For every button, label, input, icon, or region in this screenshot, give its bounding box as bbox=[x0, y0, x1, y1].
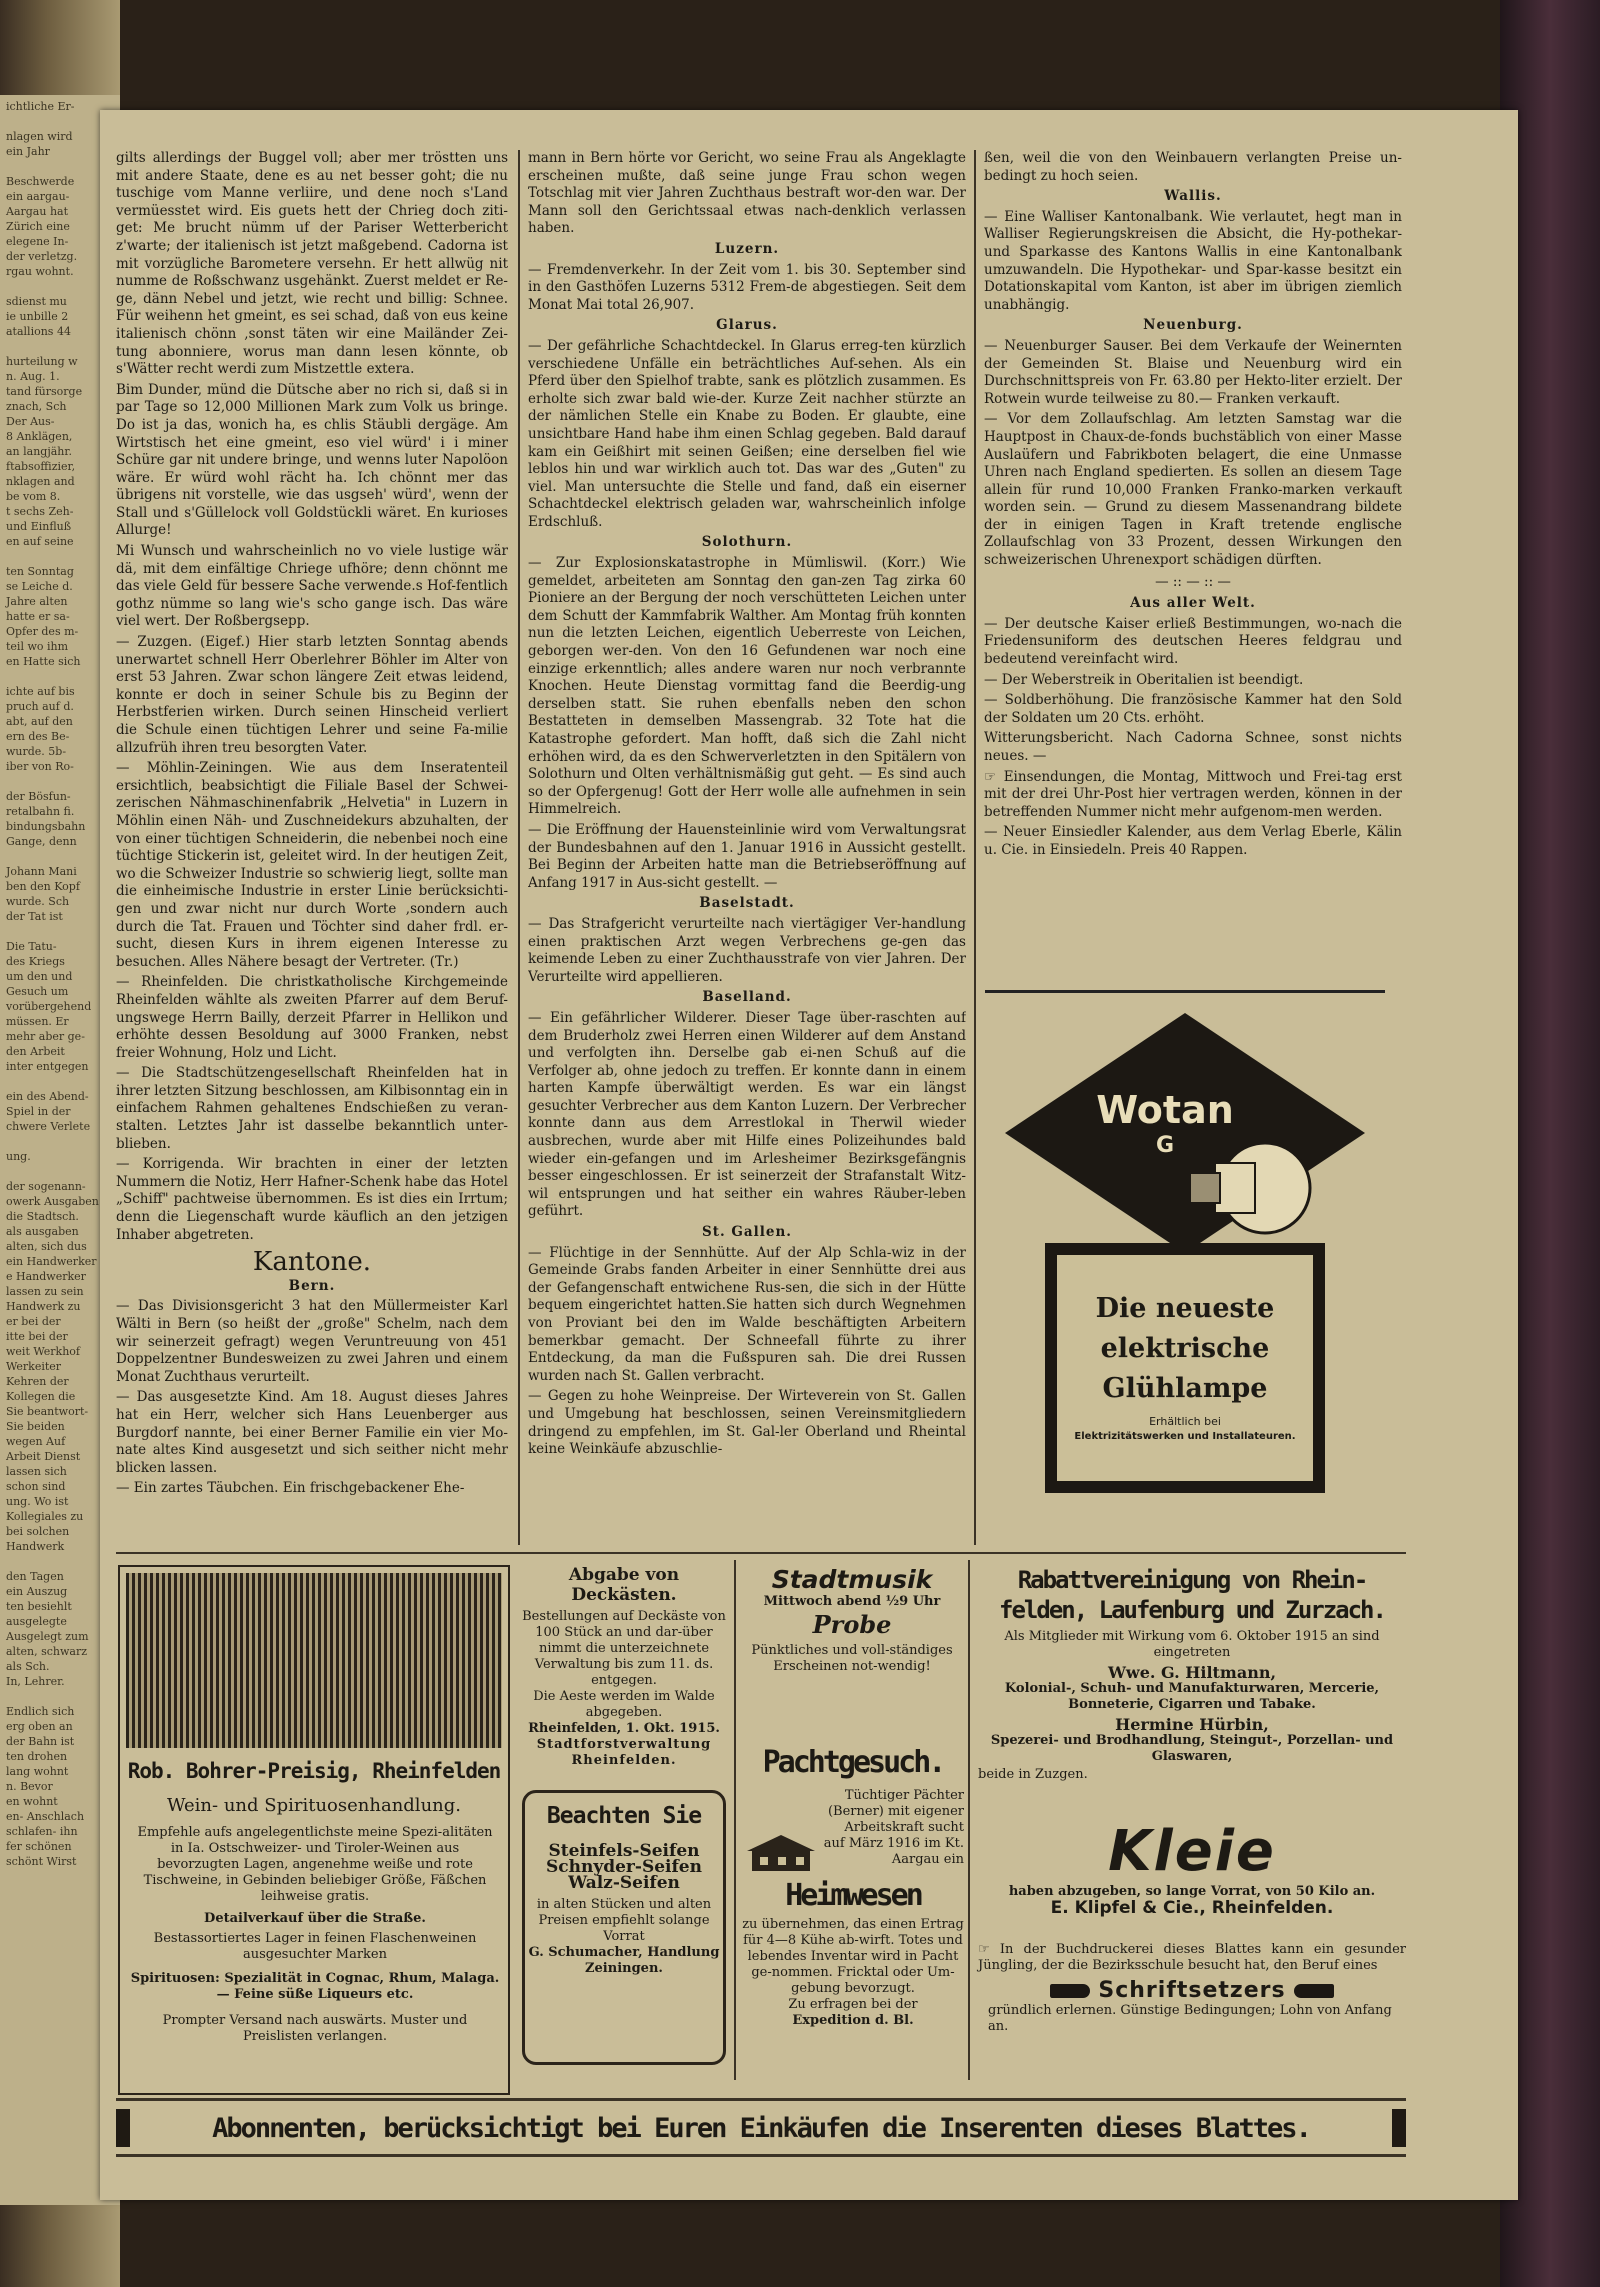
left-page-line: Kollegiales zu bbox=[6, 1510, 84, 1523]
deckaesten-ad bbox=[520, 1565, 728, 1780]
left-page-line: ichte auf bis bbox=[6, 685, 75, 698]
pacht-sign: Expedition d. Bl. bbox=[792, 2013, 914, 2028]
left-page-line: Handwerk zu bbox=[6, 1300, 81, 1313]
article-paragraph: ßen, weil die von den Weinbauern verlangten Preise un-bedingt zu hoch seien. bbox=[984, 150, 1402, 184]
stadtmusik-ad bbox=[742, 1565, 962, 1740]
article-paragraph: — Der deutsche Kaiser erließ Bestimmungen, wo-nach die Friedensuniform des deutschen Heeres feldgrau und bedeutend vereinfacht wird. bbox=[984, 615, 1402, 668]
footer-bar-right bbox=[1392, 2109, 1406, 2147]
article-paragraph: Witterungsbericht. Nach Cadorna Schnee, sonst nichts neues. — bbox=[984, 730, 1402, 764]
left-page-line: hatte er sa- bbox=[6, 610, 70, 623]
seifen-line-2: Schnyder-Seifen bbox=[546, 1857, 702, 1877]
hand-pointer-icon bbox=[1050, 1984, 1090, 1998]
deckaesten-body: Bestellungen auf Deckäste von 100 Stück an und dar-über nimmt die unterzeichnete Verwaltung bis zum 11. ds. entgegen. bbox=[522, 1609, 726, 1688]
left-page-line: nlagen wird bbox=[6, 130, 73, 143]
left-page-line: ern des Be- bbox=[6, 730, 70, 743]
left-page-line: ftabsoffizier, bbox=[6, 460, 76, 473]
bohrer-text-1: Empfehle aufs angelegentlichste meine Spezi-alitäten in Ia. Ostschweizer- und Tiroler-Weinen aus bevorzugten Lagen, angenehme weiße und rote Tischweine, in Gebinden beliebiger Größe, Fäßchen leihweise gratis. bbox=[137, 1825, 493, 1904]
stadtmusik-line: Mittwoch abend ½9 Uhr bbox=[763, 1594, 941, 1609]
column-2 bbox=[528, 150, 966, 1545]
article-paragraph: — Möhlin-Zeiningen. Wie aus dem Inseratenteil ersichtlich, beabsichtigt die Filiale Basel der Schwei-zerischen Nähmaschinenfabrik „Helvetia" in Luzern in Möhlin einen Näh- und Zuschneidekurs abzuhalten, der von einer tüchtigen Schneiderin, die nebenbei noch eine tüchtige Stickerin ist, geleitet wird. In der heutigen Zeit, wo die Schweizer Industrie so schwierig liegt, sollte man die einheimische Industrie in erster Linie berücksichti-gen und zwar nicht nur durch Worte ,sondern auch durch die Tat. Frauen und Töchter sind daher frdl. er-sucht, diesen Kurs in ihrem eigenen Interesse zu besuchen. Alles Nähere besagt der Vertreter. (Tr.) bbox=[116, 760, 508, 970]
left-page-line: Handwerk bbox=[6, 1540, 65, 1553]
wotan-headline-3: Glühlampe bbox=[1102, 1373, 1268, 1404]
left-page-line: ausgelegte bbox=[6, 1615, 67, 1628]
left-page-line: atallions 44 bbox=[6, 325, 71, 338]
left-page-line: schönt Wirst bbox=[6, 1855, 77, 1868]
article-paragraph: — Das Divisionsgericht 3 hat den Müllermeister Karl Wälti in Bern (so heißt der „große" Schelm, nach dem wir seinerzeit gefragt) wegen Veruntreuung von 451 Doppelzentner Bundesweizen zu zwei Jahren und einem Monat Zuchthaus verurteilt. bbox=[116, 1298, 508, 1385]
section-heading: Kantone. bbox=[252, 1247, 372, 1278]
left-page-line: Jahre alten bbox=[6, 595, 68, 608]
article-paragraph: — Der gefährliche Schachtdeckel. In Glarus erreg-ten kürzlich verschiedene Unfälle ein beträchtliches Auf-sehen. Als ein Pferd über den Spielhof trabte, sank es plötzlich zusammen. Es erholte sich zwar bald wie-der. Kurze Zeit nachher stürzte an der nämlichen Stelle ein Knabe zu Boden. Er glaubte, eine unsichtbare Hand habe ihm einen Schlag gegeben. Bald darauf kam ein Geißhirt mit seinen Geißen; eine derselben fiel wie leblos hin und war wirklich auch tot. Das war des „Guten" zu viel. Man untersuchte die Stelle und fand, daß ein eiserner Schachtdeckel elektrisch geladen war, wahrscheinlich infolge Erdschluß. bbox=[528, 337, 966, 530]
left-page-line: fer schönen bbox=[6, 1840, 72, 1853]
article-paragraph: — Zur Explosionskatastrophe in Mümliswil. (Korr.) Wie gemeldet, arbeiteten am Sonntag den gan-zen Tag zirka 60 Pioniere an der Bergung der noch verschütteten Leichen unter dem Schutt der Kammfabrik Walther. Am Montag früh konnten nun die letzten Leichen, eigentlich Ueberreste von Leichen, geborgen wer-den. Von den 16 Gefundenen war noch eine einzige erkenntlich; alles andere waren nur noch verbrannte Knochen. Heute Dienstag vormittag fand die Beerdig-ung derselben statt. Sie ruhen ebenfalls neben den schon Bestatteten in demselben Massengrab. 32 Tote hat die Katastrophe gefordert. Man hofft, daß sich die Zahl nicht erhöhen wird, da es den Schwerverletzten in den Spitälern von Solothurn und Olten verhältnismäßig gut geht. — Es sind auch so der Opfergenug! Gott der Herr wolle alle aufnehmen in sein Himmelreich. bbox=[528, 555, 966, 818]
left-page-line: In, Lehrer. bbox=[6, 1675, 65, 1688]
rabatt-member-2-desc: Spezerei- und Brodhandlung, Steingut-, Porzellan- und Glaswaren, bbox=[990, 1733, 1394, 1764]
article-paragraph: — Neuer Einsiedler Kalender, aus dem Verlag Eberle, Kälin u. Cie. in Einsiedeln. Preis 40 Rappen. bbox=[984, 824, 1402, 858]
article-paragraph: — Die Stadtschützengesellschaft Rheinfelden hat in ihrer letzten Sitzung beschlossen, am Kilbisonntag ein in einfachem Rahmen gehaltenes Endschießen zu veran-stalten. Letztes Jahr ist dasselbe bekanntlich unter-blieben. bbox=[116, 1065, 508, 1152]
left-page-line: ie unbille 2 bbox=[6, 310, 69, 323]
left-page-line: znach, Sch bbox=[6, 400, 67, 413]
left-page-line: schlafen- ihn bbox=[6, 1825, 78, 1838]
left-page-line: Ausgelegt zum bbox=[6, 1630, 89, 1643]
hand-pointer-icon bbox=[1294, 1984, 1334, 1998]
left-page-line: Sie beiden bbox=[6, 1420, 65, 1433]
column-rule-2 bbox=[974, 150, 976, 1545]
pacht-title: Pachtgesuch. bbox=[762, 1745, 944, 1780]
stadtmusik-probe: Probe bbox=[812, 1610, 892, 1639]
article-paragraph: — Der Weberstreik in Oberitalien ist beendigt. bbox=[984, 671, 1304, 688]
left-page-line: als Sch. bbox=[6, 1660, 50, 1673]
left-page-line: schon sind bbox=[6, 1480, 66, 1493]
left-page-line: lang wohnt bbox=[6, 1765, 69, 1778]
left-page-line: mehr aber ge- bbox=[6, 1030, 85, 1043]
stadtmusik-body: Pünktliches und voll-ständiges Erscheinen not-wendig! bbox=[751, 1643, 953, 1674]
left-page-line: en auf seine bbox=[6, 535, 74, 548]
article-paragraph: — Das ausgesetzte Kind. Am 18. August dieses Jahres hat ein Herr, welcher sich Hans Leuenberger aus Burgdorf nannte, bei einer Berner Familie ein vier Mo-nate altes Kind ausgesetzt und sich seither nicht mehr blicken lassen. bbox=[116, 1389, 508, 1476]
left-page-line: lassen zu sein bbox=[6, 1285, 84, 1298]
kleie-ad bbox=[978, 1820, 1406, 1930]
left-page-line: elegene In- bbox=[6, 235, 69, 248]
left-page-line: Arbeit Dienst bbox=[6, 1450, 81, 1463]
wotan-ad bbox=[985, 990, 1385, 1513]
left-page-line: wegen Auf bbox=[6, 1435, 66, 1448]
left-page-line: die Stadtsch. bbox=[6, 1210, 79, 1223]
article-paragraph: ☞ Einsendungen, die Montag, Mittwoch und Frei-tag erst mit der drei Uhr-Post hier vertragen werden, können in der betreffenden Nummer nicht mehr aufgenom-men werden. bbox=[984, 768, 1402, 820]
left-page-line: ten drohen bbox=[6, 1750, 68, 1763]
bohrer-name: Rob. Bohrer-Preisig, Rheinfelden bbox=[127, 1759, 501, 1783]
section-heading: Baselstadt. bbox=[699, 895, 795, 912]
article-paragraph: — Rheinfelden. Die christkatholische Kirchgemeinde Rheinfelden wählte als zweiten Pfarrer auf dem Beruf-ungswege Herrn Bailly, derzeit Pfarrer in Hellikon und erhöhte dessen Besoldung auf 3000 Franken, nebst freier Wohnung, Holz und Licht. bbox=[116, 974, 508, 1061]
wotan-small-2: Elektrizitätswerken und Installateuren. bbox=[1074, 1431, 1296, 1442]
left-page-line: Gesuch um bbox=[6, 985, 69, 998]
article-paragraph: mann in Bern hörte vor Gericht, wo seine Frau als Angeklagte erscheinen mußte, daß seine junge Frau schon wegen Totschlag mit vier Jahren Zuchthaus bestraft wor-den war. Der Mann soll den Gerichtssaal etwas nach-denklich verlassen haben. bbox=[528, 150, 966, 237]
left-page-line: bindungsbahn bbox=[6, 820, 86, 833]
article-paragraph: — Korrigenda. Wir brachten in einer der letzten Nummern die Notiz, Herr Hafner-Schenk habe das Hotel „Schiff" pachtweise übernommen. Es ist dies ein Irrtum; denn die Liegenschaft wurde käuflich an den jetzigen Inhaber abgetreten. bbox=[116, 1156, 508, 1243]
article-paragraph: — Soldberhöhung. Die französische Kammer hat den Sold der Soldaten um 20 Cts. erhöht. bbox=[984, 692, 1402, 726]
wotan-brand: Wotan bbox=[1096, 1088, 1234, 1132]
article-paragraph: — Ein zartes Täubchen. Ein frischgebackener Ehe- bbox=[116, 1480, 465, 1497]
pacht-body-2: zu übernehmen, das einen Ertrag für 4—8 Kühe ab-wirft. Totes und lebendes Inventar wird in Pacht ge-nommen. Fricktal oder Um-gebung bevorzugt. bbox=[742, 1917, 964, 1996]
kleie-body: haben abzugeben, so lange Vorrat, von 50 Kilo an. bbox=[1008, 1884, 1376, 1899]
seifen-sign-2: Zeiningen. bbox=[585, 1961, 663, 1976]
section-heading: Bern. bbox=[288, 1277, 336, 1294]
bohrer-sub: Wein- und Spirituosenhandlung. bbox=[166, 1795, 461, 1816]
wotan-small-1: Erhältlich bei bbox=[1149, 1415, 1221, 1428]
setzer-body: ☞ In der Buchdruckerei dieses Blattes kann ein gesunder Jüngling, der die Bezirksschule besucht hat, den Beruf eines bbox=[978, 1942, 1406, 1973]
left-page-line: 8 Anklägen, bbox=[6, 430, 73, 443]
bohrer-ad bbox=[118, 1565, 510, 2095]
left-page-line: sdienst mu bbox=[6, 295, 67, 308]
left-page-line: ten Sonntag bbox=[6, 565, 74, 578]
seifen-body: in alten Stücken und alten Preisen empfiehlt solange Vorrat bbox=[536, 1897, 712, 1944]
article-paragraph: — Vor dem Zollaufschlag. Am letzten Samstag war die Hauptpost in Chaux-de-fonds buchstäblich von einer Masse Auslaüfern und Fabrikboten belagert, die eine Unmasse Uhren nach England spedierten. Es sollen an diesem Tage allein für rund 10,000 Franken Franko-marken verkauft worden sein. — Grund zu diesem Massenandrang bildete der in einigen Tagen in Kraft tretende englische Zollaufschlag von 33 Prozent, dessen Wirkungen den schweizerischen Uhrenexport schädigen dürften. bbox=[984, 411, 1402, 569]
article-paragraph: — Gegen zu hohe Weinpreise. Der Wirteverein von St. Gallen und Umgebung hat beschlossen, seinen Vereinsmitgliedern dringend zu empfehlen, im St. Gal-ler Oberland und Rheintal keine Weinkäufe abzuschlie- bbox=[528, 1388, 966, 1458]
left-page-line: Kehren der bbox=[6, 1375, 69, 1388]
left-page-line: retalbahn fi. bbox=[6, 805, 75, 818]
left-page-line: ein Handwerker bbox=[6, 1255, 97, 1268]
left-page-line: bei solchen bbox=[6, 1525, 70, 1538]
article-paragraph: — Neuenburger Sauser. Bei dem Verkaufe der Weinernten der Gemeinden St. Blaise und Neuenburg wird ein Durchschnittspreis von Fr. 63.80 per Hekto-liter erzielt. Der Rotwein wurde teilweise zu 80.— Franken verkauft. bbox=[984, 337, 1402, 407]
article-paragraph: — Das Strafgericht verurteilte nach viertägiger Ver-handlung einen praktischen Arzt wegen Verbrechens ge-gen das keimende Leben zu einer Zuchthausstrafe von vier Jahren. Der Verurteilte wird appellieren. bbox=[528, 915, 966, 985]
ads-rule-2 bbox=[968, 1560, 970, 2080]
ads-rule-1 bbox=[734, 1560, 736, 2080]
section-heading: Wallis. bbox=[1164, 188, 1222, 205]
wotan-sub: G bbox=[1155, 1133, 1175, 1158]
footer-bar-left bbox=[116, 2109, 130, 2147]
left-page-line: be vom 8. bbox=[6, 490, 61, 503]
left-page-line: teil wo ihm bbox=[6, 640, 69, 653]
left-page-line: owerk Ausgaben bbox=[6, 1195, 99, 1208]
left-page-line: en wohnt bbox=[6, 1795, 58, 1808]
section-heading: Luzern. bbox=[714, 240, 780, 257]
footer-rule-top bbox=[116, 2098, 1406, 2101]
rabatt-member-2: Hermine Hürbin, bbox=[1115, 1715, 1269, 1734]
left-page-line: pruch auf d. bbox=[6, 700, 74, 713]
left-page-line: Beschwerde bbox=[6, 175, 75, 188]
deckaesten-body-2: Die Aeste werden im Walde abgegeben. bbox=[533, 1689, 715, 1720]
left-page-line: e Handwerker bbox=[6, 1270, 86, 1283]
article-paragraph: gilts allerdings der Buggel voll; aber mer tröstten uns mit andere Staate, dene es au net besser goht; die nu tuschige vom Manne verliire, und dene noch s'Land vermüesstet wird. Eis guets hett der Chrieg doch ziti-get: Me brucht nümm uf der Pariser Wetterbericht z'warte; der italienisch ist jetzt maßgebend. Cadorna ist mit vorzügliche Barometere versehn. Er hett allwüg nit numme de Roßschwanz usgehänkt. Zuerst meldet er Re-ge, dänn Nebel und jetzt, wie recht und billig: Schnee. Für weihenn het gmeint, es sei schad, daß von eus keine italienisch chönn ,sonst täten wir eine Mailänder Zei-tung abonniere, worus man dann lesen könnte, ob s'Wätter recht werdi zum Mistzettle extera. bbox=[116, 150, 508, 378]
left-page-line: lassen sich bbox=[6, 1465, 67, 1478]
rabatt-member-1: Wwe. G. Hiltmann, bbox=[1107, 1663, 1277, 1682]
article-paragraph: — Zuzgen. (Eigef.) Hier starb letzten Sonntag abends unerwartet schnell Herr Oberlehrer Böhler im Alter von erst 53 Jahren. Zwar schon längere Zeit etwas leidend, konnte er doch in seiner Schule bis zu Beginn der Herbstferien wirken. Durch seinen Hinscheid verliert die Schule einen tüchtigen Lehrer und seine Fa-milie allzufrüh ihren treu besorgten Vater. bbox=[116, 634, 508, 756]
left-page-line: ben den Kopf bbox=[6, 880, 80, 893]
left-page-line: Gange, denn bbox=[6, 835, 77, 848]
left-page-line: vorübergehend bbox=[6, 1000, 92, 1013]
left-page-line: und Einfluß bbox=[6, 520, 72, 533]
section-heading: Glarus. bbox=[716, 317, 778, 334]
left-page-line: als ausgaben bbox=[6, 1225, 79, 1238]
left-page-line: müssen. Er bbox=[6, 1015, 69, 1028]
left-page-line: ung. bbox=[6, 1150, 31, 1163]
left-page-line: n. Aug. 1. bbox=[6, 370, 60, 383]
article-paragraph: Mi Wunsch und wahrscheinlich no vo viele lustige wär dä, mit dem einfältige Chriege ufhöre; denn chönnt me das viele Geld für bessere Sache verwende.s Hof-fentlich gothz nümme so lang wie's scho gange isch. Das wäre viel wert. Der Roßbergsepp. bbox=[116, 543, 508, 630]
rabatt-place: beide in Zuzgen. bbox=[978, 1767, 1088, 1782]
left-page-line: der sogenann- bbox=[6, 1180, 86, 1193]
left-page-line: erg oben an bbox=[6, 1720, 73, 1733]
rabatt-member-1-desc: Kolonial-, Schuh- und Manufakturwaren, Mercerie, Bonneterie, Cigarren und Tabake. bbox=[1004, 1681, 1380, 1712]
seifen-line-3: Walz-Seifen bbox=[568, 1873, 680, 1893]
wine-cellar-illustration bbox=[126, 1573, 502, 1748]
left-page-line: n. Bevor bbox=[6, 1780, 53, 1793]
left-page-line: Aargau hat bbox=[6, 205, 69, 218]
left-page-line: ung. Wo ist bbox=[6, 1495, 69, 1508]
left-page-line: um den und bbox=[6, 970, 73, 983]
column-3 bbox=[984, 150, 1402, 980]
left-page-line: Zürich eine bbox=[6, 220, 70, 233]
wotan-headline-1: Die neueste bbox=[1095, 1293, 1275, 1324]
left-page-line: abt, auf den bbox=[6, 715, 73, 728]
left-page-line: hurteilung w bbox=[6, 355, 78, 368]
left-page-line: chwere Verlete bbox=[6, 1120, 91, 1133]
article-paragraph: — Ein gefährlicher Wilderer. Dieser Tage über-raschten auf dem Bruderholz zwei Herren einen Wilderer auf dem Anstand und verfolgten ihn. Derselbe gab ei-nen Schuß auf die Verfolger ab, ohne jedoch zu treffen. Er konnte dann in einem harten Kampfe überwältigt werden. Es war ein längst gesuchter Verbrecher aus dem Kanton Luzern. Der Verbrecher konnte dann aus dem Arrestlokal in Therwil wieder ausbrechen, wurde aber mit Hilfe eines Polizeihundes bald wieder ein-gefangen und im Arlesheimer Bezirksgefängnis besser eingeschlossen. Er ist seinerzeit der Strafanstalt Witz-wil entsprungen und hat seither ein wahres Räuber-leben geführt. bbox=[528, 1009, 966, 1220]
seifen-line-1: Steinfels-Seifen bbox=[548, 1841, 700, 1861]
left-page-line: Kollegen die bbox=[6, 1390, 76, 1403]
left-page-line: der verletzg. bbox=[6, 250, 78, 263]
section-heading: Solothurn. bbox=[701, 534, 793, 551]
seifen-ad bbox=[522, 1790, 726, 2065]
bohrer-text-5: Prompter Versand nach auswärts. Muster und Preislisten verlangen. bbox=[162, 2013, 468, 2044]
section-heading: St. Gallen. bbox=[701, 1224, 793, 1241]
left-page-line: t sechs Zeh- bbox=[6, 505, 74, 518]
kleie-title: Kleie bbox=[1108, 1819, 1276, 1884]
pacht-body: Tüchtiger Pächter (Berner) mit eigener Arbeitskraft sucht auf März 1916 im Kt. Aargau ein bbox=[823, 1788, 964, 1867]
bohrer-text-3: Bestassortiertes Lager in feinen Flaschenweinen ausgesuchter Marken bbox=[153, 1931, 477, 1962]
left-page-line: itte bei der bbox=[6, 1330, 68, 1343]
article-paragraph: — Die Eröffnung der Hauensteinlinie wird vom Verwaltungsrat der Bundesbahnen auf den 1. Januar 1916 in Aussicht gestellt. Bei Beginn der Arbeiten hatte man die Betriebseröffnung auf Anfang 1917 in Aus-sicht gestellt. — bbox=[528, 821, 966, 891]
left-page-line: der Bahn ist bbox=[6, 1735, 75, 1748]
setzer-big: Schriftsetzers bbox=[1098, 1978, 1286, 2003]
left-page-line: ten besiehlt bbox=[6, 1600, 72, 1613]
left-page-line: alten, sich dus bbox=[6, 1240, 87, 1253]
left-page-line: Sie beantwort- bbox=[6, 1405, 89, 1418]
left-page-line: an langjähr. bbox=[6, 445, 72, 458]
left-page-line: Johann Mani bbox=[6, 865, 77, 878]
deckaesten-sign-2: Rheinfelden. bbox=[571, 1753, 677, 1768]
left-page-line: ichtliche Er- bbox=[6, 100, 75, 113]
section-heading: Baselland. bbox=[702, 989, 792, 1006]
farmhouse-illustration bbox=[742, 1833, 820, 1873]
rabatt-ad bbox=[978, 1565, 1406, 1815]
deckaesten-title: Abgabe von Deckästen. bbox=[568, 1565, 680, 1605]
left-page-line: Der Aus- bbox=[6, 415, 55, 428]
left-page-line: er bei der bbox=[6, 1315, 61, 1328]
setzer-ad bbox=[978, 1942, 1406, 2082]
left-page-line: den Arbeit bbox=[6, 1045, 65, 1058]
left-page-line: wurde. 5b- bbox=[6, 745, 67, 758]
left-page-line: Werkeiter bbox=[6, 1360, 62, 1373]
footer-banner bbox=[116, 2104, 1406, 2152]
bohrer-text-4: Spirituosen: Spezialität in Cognac, Rhum, Malaga. — Feine süße Liqueurs etc. bbox=[130, 1971, 500, 2002]
article-paragraph: — Fremdenverkehr. In der Zeit vom 1. bis 30. September sind in den Gasthöfen Luzerns 5312 Frem-de abgestiegen. Seit dem Monat Mai total 26,907. bbox=[528, 261, 966, 313]
left-page-line: der Bösfun- bbox=[6, 790, 71, 803]
kleie-sign: E. Klipfel & Cie., Rheinfelden. bbox=[1050, 1898, 1334, 1918]
left-page-line: en- Anschlach bbox=[6, 1810, 85, 1823]
seifen-sign-1: G. Schumacher, Handlung bbox=[528, 1945, 720, 1960]
left-page-line: der Tat ist bbox=[6, 910, 63, 923]
article-paragraph: Bim Dunder, münd die Dütsche aber no rich si, daß si in par Tage so 12,000 Millionen Mark zum Volk us bringe. Do ist ja das, wonich ha, es chlis Stäubli dergäge. Am Wirtstisch het eine gmeint, eso viel würd' i i miner Schüre gar nit undere bringe, und wenns luter Napolöon wäre. Er würd wohl rächt ha. Ich chönnt mer das übrigens nit vorstelle, wie das usgseh' würd', wenn der Stall und s'Güllelock voll Goldstückli wäret. En kurioses Allurge! bbox=[116, 381, 508, 539]
rabatt-title: Rabattvereinigung von Rhein-felden, Laufenburg und Zurzach. bbox=[999, 1566, 1385, 1624]
left-page-line: en Hatte sich bbox=[6, 655, 81, 668]
left-page-line: ein aargau- bbox=[6, 190, 70, 203]
left-page-line: Opfer des m- bbox=[6, 625, 79, 638]
deckaesten-sign-1: Stadtforstverwaltung bbox=[536, 1737, 712, 1752]
left-page-line: Endlich sich bbox=[6, 1705, 75, 1718]
rabatt-intro: Als Mitglieder mit Wirkung vom 6. Oktober 1915 an sind eingetreten bbox=[1004, 1629, 1380, 1660]
section-heading: Neuenburg. bbox=[1143, 317, 1243, 334]
left-page-line: Die Tatu- bbox=[6, 940, 57, 953]
ads-top-rule bbox=[116, 1552, 1406, 1554]
left-page-line: ein Jahr bbox=[6, 145, 50, 158]
section-separator: — :: — :: — bbox=[1155, 573, 1231, 590]
column-1 bbox=[116, 150, 508, 1545]
column-rule-1 bbox=[518, 150, 520, 1545]
pacht-big: Heimwesen bbox=[785, 1878, 921, 1913]
seifen-title: Beachten Sie bbox=[546, 1803, 702, 1829]
left-page-line: tand fürsorge bbox=[6, 385, 83, 398]
wotan-headline-2: elektrische bbox=[1100, 1333, 1270, 1364]
article-paragraph: — Flüchtige in der Sennhütte. Auf der Alp Schla-wiz in der Gemeinde Grabs fanden Arbeiter in einer Sennhütte drei aus der Gefangenschaft entwichene Rus-sen, die sich in der Hütte bequem eingerichtet hatten.Sie hatten sich durch Wegnehmen von Proviant bei den im Walde beschäftigten Arbeitern bemerkbar gemacht. Der Schneefall führte zu ihrer Entdeckung, da man die Fußspuren sah. Die drei Russen wurden nach St. Gallen verbracht. bbox=[528, 1244, 966, 1384]
left-page-line: wurde. Sch bbox=[6, 895, 70, 908]
bohrer-text-2: Detailverkauf über die Straße. bbox=[204, 1911, 426, 1926]
left-page-line: den Tagen bbox=[6, 1570, 64, 1583]
article-paragraph: — Eine Walliser Kantonalbank. Wie verlautet, hegt man in Walliser Regierungskreisen die Absicht, die Hy-pothekar- und Sparkasse des Kantons Wallis in eine Kantonalbank umzuwandeln. Die Hypothekar- und Spar-kasse besitzt ein Dotationskapital vom Kanton, ist aber im übrigen ziemlich unabhängig. bbox=[984, 208, 1402, 313]
footer-rule-bottom bbox=[116, 2154, 1406, 2157]
setzer-body-2: gründlich erlernen. Günstige Bedingungen; Lohn von Anfang an. bbox=[988, 2003, 1392, 2034]
pacht-body-3: Zu erfragen bei der bbox=[788, 1997, 918, 2012]
left-page-line: inter entgegen bbox=[6, 1060, 89, 1073]
left-page-line: rgau wohnt. bbox=[6, 265, 74, 278]
left-page-line: ein Auszug bbox=[6, 1585, 68, 1598]
deckaesten-place: Rheinfelden, 1. Okt. 1915. bbox=[528, 1721, 720, 1736]
left-page-line: weit Werkhof bbox=[6, 1345, 80, 1358]
stadtmusik-title: Stadtmusik bbox=[771, 1565, 933, 1594]
footer-text: Abonnenten, berücksichtigt bei Euren Einkäufen die Inserenten dieses Blattes. bbox=[212, 2112, 1310, 2144]
left-page-line: iber von Ro- bbox=[6, 760, 74, 773]
pacht-ad bbox=[742, 1745, 964, 2075]
left-page-line: ein des Abend- bbox=[6, 1090, 89, 1103]
section-heading: Aus aller Welt. bbox=[1130, 595, 1256, 612]
left-page-line: se Leiche d. bbox=[6, 580, 73, 593]
left-page-line: alten, schwarz bbox=[6, 1645, 88, 1658]
left-page-line: Spiel in der bbox=[6, 1105, 71, 1118]
left-page-line: nklagen and bbox=[6, 475, 75, 488]
left-page-line: des Kriegs bbox=[6, 955, 65, 968]
